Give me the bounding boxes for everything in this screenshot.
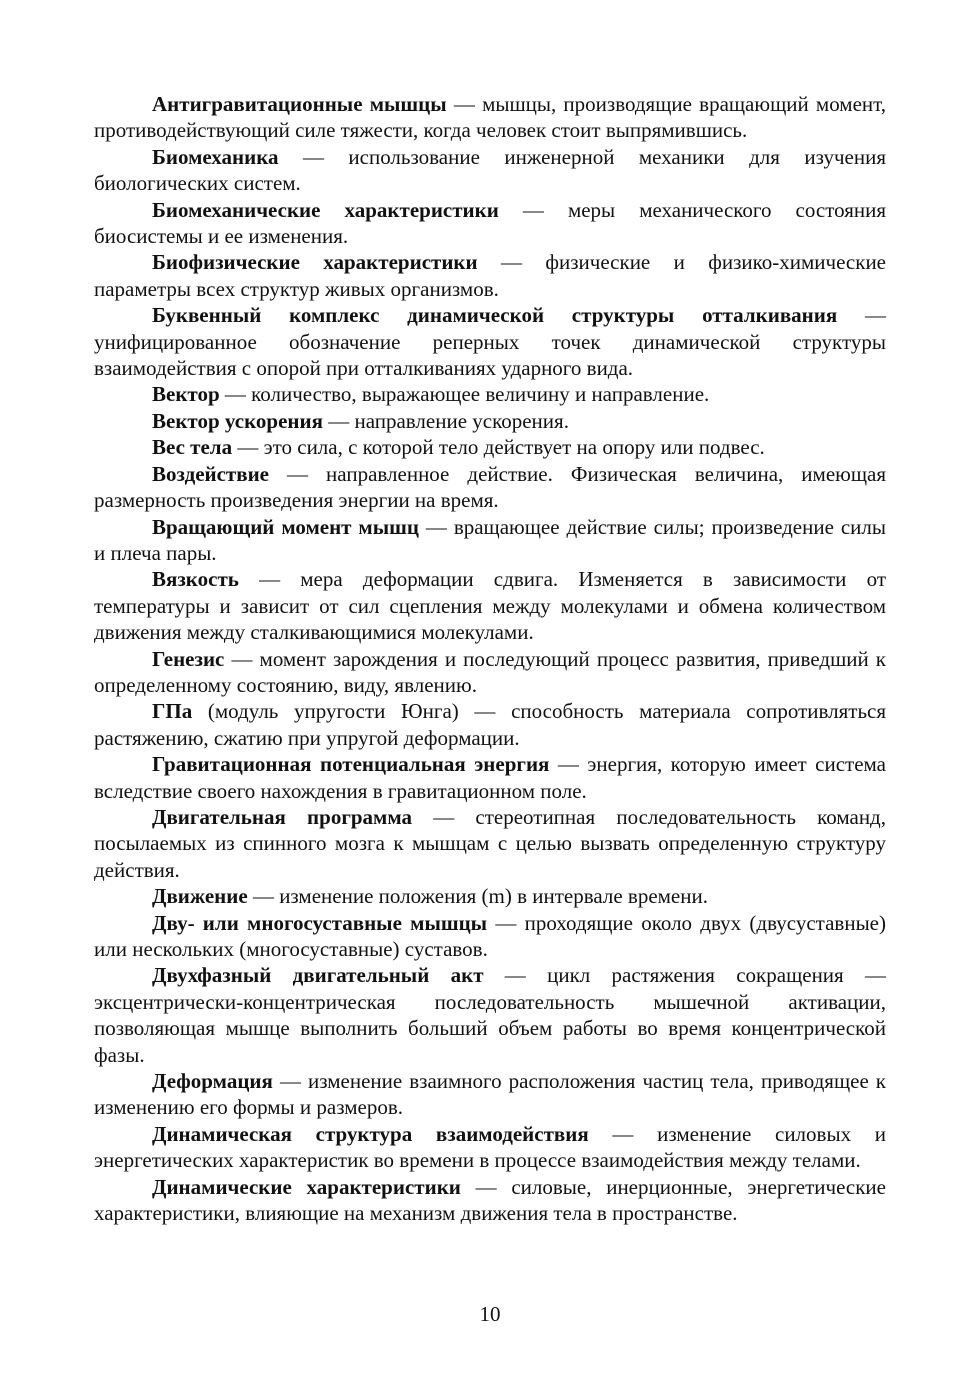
glossary-definition: силовые, инерционные, энергетические характеристики, влияющие на механизм движения тела в пространстве.	[94, 1174, 886, 1226]
glossary-entry	[94, 566, 886, 645]
glossary-entry	[94, 249, 886, 302]
glossary-definition: проходящие около двух (двусуставные) или нескольких (многосуставные) суставов.	[94, 910, 886, 961]
term-separator: —	[269, 461, 327, 486]
glossary-definition: вращающее действие силы; произведение силы и плеча пары.	[94, 514, 887, 565]
glossary-entry	[94, 646, 886, 699]
glossary-entry	[94, 302, 886, 381]
page-number: 10	[479, 1302, 501, 1326]
term-separator: —	[483, 963, 548, 988]
term-separator: —	[446, 92, 483, 116]
glossary-term: ГПа	[152, 699, 193, 724]
glossary-definition: изменение положения (m) в интервале времени.	[279, 884, 708, 909]
glossary-definition: изменение силовых и энергетических характеристик во времени в процессе взаимодействия между телами.	[94, 1121, 886, 1173]
glossary-definition: мера деформации сдвига. Изменяется в зависимости от температуры и зависит от сил сцепления между молекулами и обмена количеством движения между сталкивающимися молекулами.	[94, 567, 887, 645]
glossary-entry	[94, 461, 886, 514]
term-separator	[192, 699, 208, 723]
glossary-term: Динамическая структура взаимодействия	[152, 1121, 589, 1146]
glossary-entry	[94, 698, 886, 751]
glossary-definition: изменение взаимного расположения частиц тела, приводящее к изменению его формы и размеров.	[94, 1069, 887, 1120]
term-separator: —	[418, 514, 454, 539]
glossary-term: Биофизические характеристики	[152, 250, 478, 275]
glossary-entry	[94, 1068, 886, 1121]
glossary-term: Динамические характеристики	[152, 1174, 461, 1199]
term-separator: —	[232, 435, 264, 460]
glossary-term: Движение	[152, 884, 248, 909]
term-separator: —	[247, 884, 280, 909]
glossary-definition: унифицированное обозначение реперных точек динамической структуры взаимодействия с опорой при отталкиваниях ударного вида.	[94, 329, 886, 381]
term-separator: —	[278, 144, 349, 169]
term-separator: —	[588, 1121, 658, 1146]
term-separator: —	[412, 804, 476, 829]
term-separator: —	[837, 303, 887, 328]
glossary-entry	[94, 962, 886, 1068]
glossary-entry	[94, 434, 886, 460]
glossary-entry	[94, 408, 886, 434]
term-separator: —	[238, 567, 301, 592]
glossary-term: Вращающий момент мышц	[152, 514, 419, 539]
glossary-definition: направленное действие. Физическая величина, имеющая размерность произведения энергии на время.	[94, 461, 886, 513]
glossary-definition: момент зарождения и последующий процесс развития, приведший к определенному состоянию, виду, явлению.	[94, 646, 886, 697]
glossary-definition: направление ускорения.	[354, 408, 569, 433]
glossary-definition: стереотипная последовательность команд, посылаемых из спинного мозга к мышцам с целью вызвать определенную структуру действия.	[94, 804, 886, 882]
glossary-term: Буквенный комплекс динамической структуры отталкивания	[152, 303, 838, 328]
glossary-definition: это сила, с которой тело действует на опору или подвес.	[263, 435, 765, 460]
glossary-entry	[94, 1121, 886, 1174]
glossary-entry	[94, 91, 886, 144]
glossary-entry	[94, 804, 886, 883]
term-separator: —	[549, 752, 588, 777]
glossary-list	[94, 91, 886, 1226]
term-separator: —	[498, 197, 568, 222]
glossary-term: Двухфазный двигательный акт	[152, 963, 484, 988]
glossary-definition: использование инженерной механики для изучения биологических систем.	[94, 144, 886, 196]
glossary-definition: цикл растяжения сокращения — эксцентрически-концентрическая последовательность мышечной активации, позволяющая мышце выполнить больший объем работы во время концентрической фазы.	[94, 963, 886, 1067]
glossary-term: Вектор ускорения	[152, 408, 323, 433]
glossary-entry	[94, 883, 886, 909]
glossary-entry	[94, 514, 886, 567]
term-separator: —	[224, 646, 260, 671]
glossary-term: Дву- или многосуставные мышцы	[152, 910, 488, 935]
glossary-definition: энергия, которую имеет система вследствие своего нахождения в гравитационном поле.	[94, 752, 887, 803]
glossary-term: Вязкость	[152, 567, 239, 592]
glossary-term: Биомеханика	[152, 144, 279, 169]
glossary-definition: физические и физико-химические параметры всех структур живых организмов.	[94, 250, 887, 301]
term-separator: —	[219, 382, 252, 407]
glossary-entry	[94, 144, 886, 197]
term-separator: —	[322, 408, 355, 433]
glossary-term: Антигравитационные мышцы	[152, 92, 447, 116]
glossary-entry	[94, 910, 886, 963]
glossary-entry	[94, 1174, 886, 1227]
glossary-definition: меры механического состояния биосистемы и ее изменения.	[94, 197, 886, 249]
glossary-definition: мышцы, производящие вращающий момент, противодействующий силе тяжести, когда человек стоит выпрямившись.	[94, 92, 886, 143]
glossary-definition: (модуль упругости Юнга) — способность материала сопротивляться растяжению, сжатию при упругой деформации.	[94, 699, 887, 750]
glossary-term: Гравитационная потенциальная энергия	[152, 752, 550, 777]
glossary-term: Воздействие	[152, 461, 270, 486]
glossary-entry	[94, 381, 886, 407]
term-separator: —	[272, 1069, 308, 1094]
glossary-entry	[94, 751, 886, 804]
glossary-entry	[94, 197, 886, 250]
glossary-term: Деформация	[152, 1069, 273, 1094]
glossary-term: Вес тела	[152, 435, 233, 460]
glossary-definition: количество, выражающее величину и направление.	[251, 382, 710, 407]
term-separator: —	[487, 910, 525, 935]
glossary-term: Двигательная программа	[152, 804, 413, 829]
term-separator: —	[460, 1174, 512, 1199]
glossary-term: Вектор	[152, 382, 220, 407]
glossary-term: Генезис	[152, 646, 225, 671]
glossary-term: Биомеханические характеристики	[152, 197, 499, 222]
term-separator: —	[477, 250, 546, 275]
